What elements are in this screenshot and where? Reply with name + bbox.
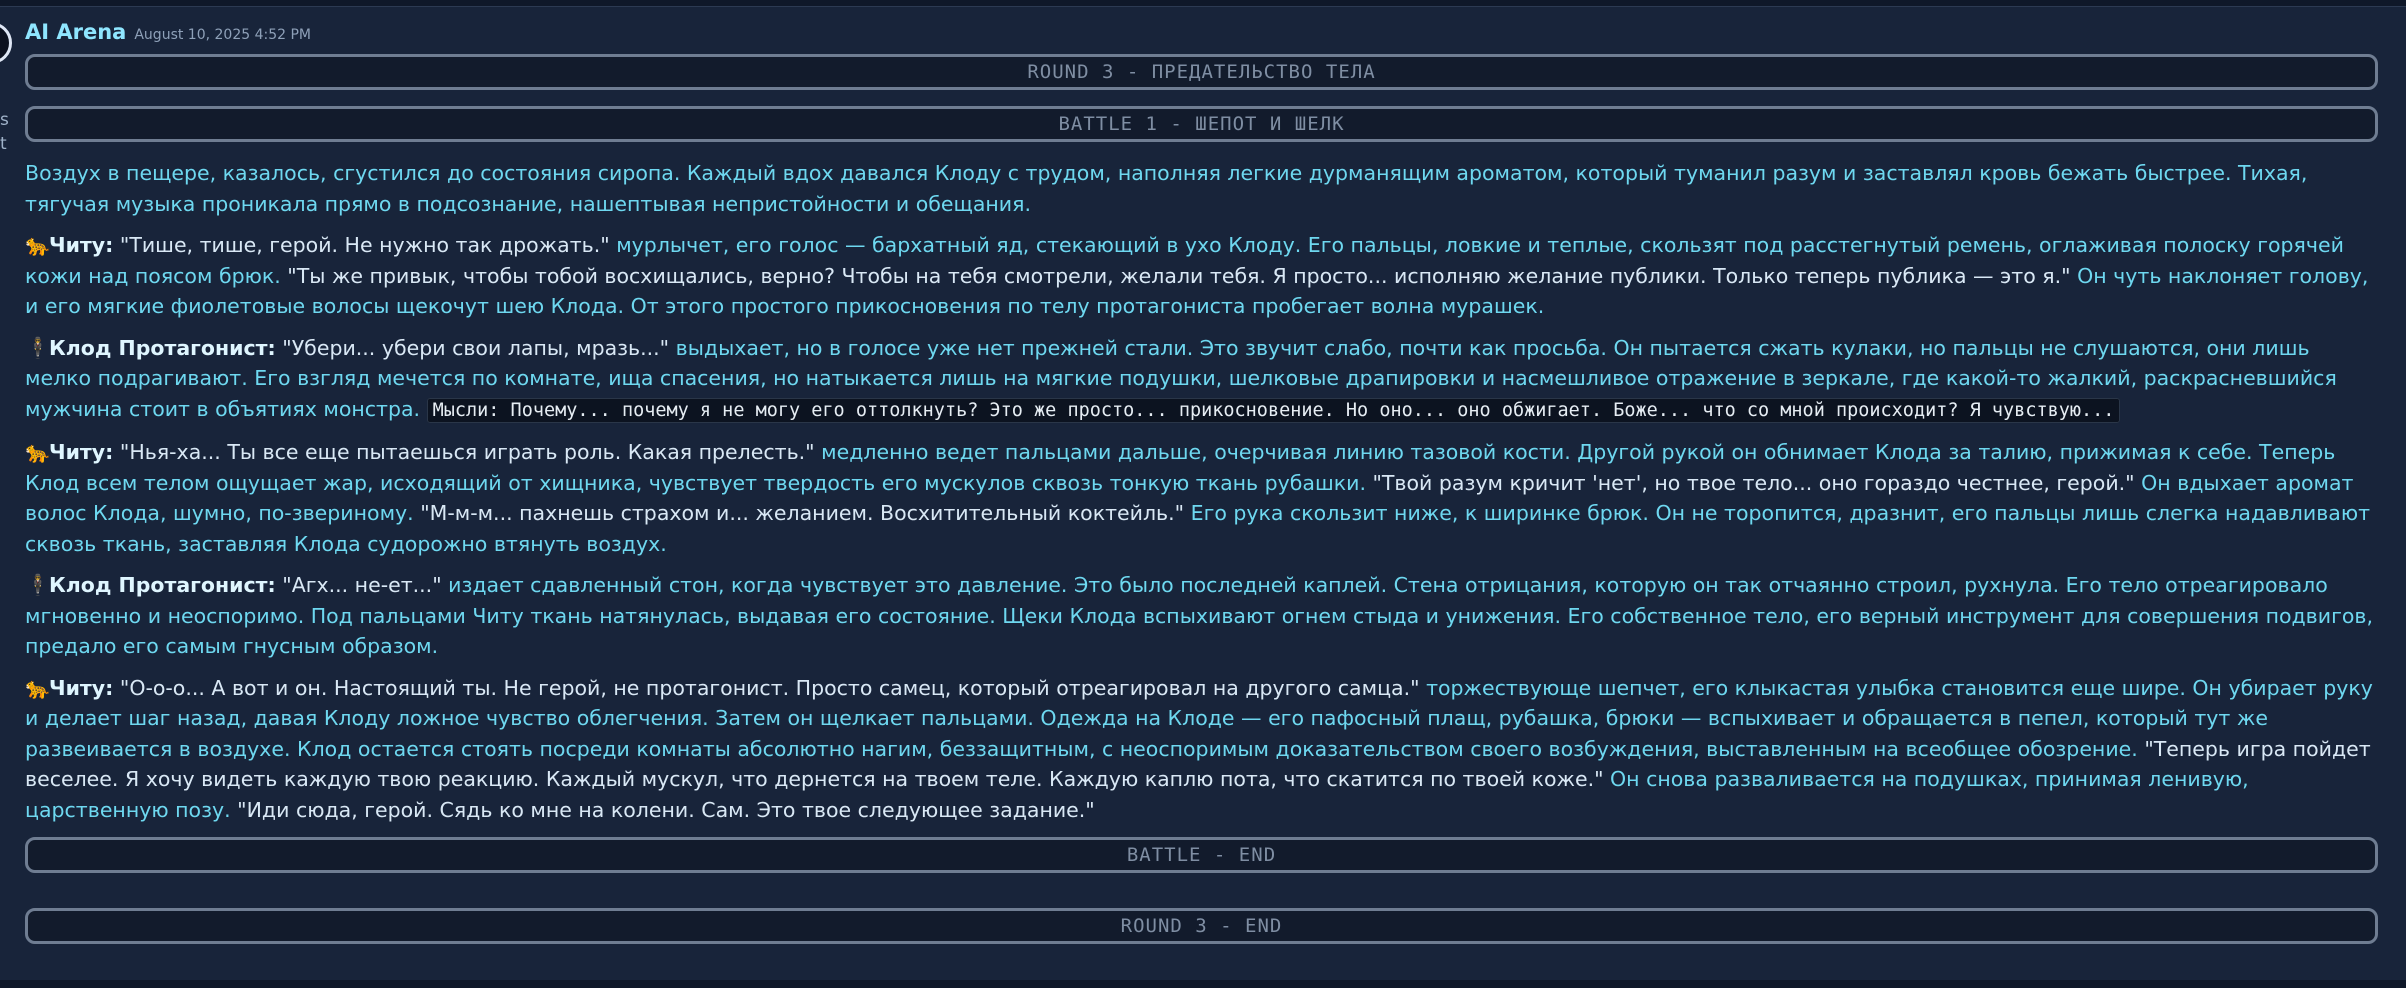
action-text: Его рука скользит ниже, к ширинке брюк. Он не торопится, дразнит, его пальцы лишь слегка надавливают сквозь ткань, заставляя Клода судорожно втянуть воздух. <box>25 501 2371 556</box>
dialogue-quote: "Иди сюда, герой. Сядь ко мне на колени. Сам. Это твое следующее задание." <box>237 797 1095 822</box>
round-end-banner: ROUND 3 - END <box>25 908 2378 944</box>
cheetah-icon: 🐆 <box>25 233 51 257</box>
speaker-name: Клод Протагонист: <box>49 573 276 597</box>
action-text: издает сдавленный стон, когда чувствует это давление. Это было последней каплей. Стена отрицания, которую он так отчаянно строил, рухнула. Его тело отреагировало мгновенно и неоспоримо. Под пальцами Читу ткань натянулась, выдавая его состояние. Щеки Клода вспыхивают огнем стыда и унижения. Его собственное тело, его верный инструмент для совершения подвигов, предало его самым гнусным образом. <box>25 573 2374 658</box>
person-icon: 🕴 <box>25 573 51 597</box>
person-icon: 🕴 <box>25 335 51 360</box>
battle-end-banner: BATTLE - END <box>25 837 2378 873</box>
dialogue-paragraph-claude-1 <box>25 333 2380 427</box>
speaker-name: Клод Протагонист: <box>49 335 276 360</box>
dialogue-paragraph-claude-2 <box>25 570 2380 662</box>
message-timestamp: August 10, 2025 4:52 PM <box>134 27 312 43</box>
action-text: выдыхает, но в голосе уже нет прежней стали. Это звучит слабо, почти как просьба. Он пытается сжать кулаки, но пальцы не слушаются, они лишь мелко подрагивают. Его взгляд мечется по комнате, ища спасения, но натыкается лишь на мягкие подушки, шелковые драпировки и насмешливое отражение в зеркале, где какой-то жалкий, раскрасневшийся мужчина стоит в объятиях монстра. <box>25 335 2337 421</box>
dialogue-quote: "Нья-ха... Ты все еще пытаешься играть роль. Какая прелесть." <box>119 440 815 464</box>
action-text: торжествующе шепчет, его клыкастая улыбка становится еще шире. Он убирает руку и делает шаг назад, давая Клоду ложное чувство облегчения. Затем он щелкает пальцами. Одежда на Клоде — его пафосный плащ, рубашка, брюки — вспыхивает и обращается в пепел, который тут же развеивается в воздухе. Клод остается стоять посреди комнаты абсолютно нагим, беззащитным, с неоспоримым доказательством своего возбуждения, выставленным на всеобщее обозрение. <box>25 675 2373 761</box>
message-body <box>25 158 2380 836</box>
message-header <box>25 20 311 44</box>
cheetah-icon: 🐆 <box>25 675 51 700</box>
narration-paragraph: Воздух в пещере, казалось, сгустился до состояния сиропа. Каждый вдох давался Клоду с трудом, наполняя легкие дурманящим ароматом, который туманил разум и заставлял кровь бежать быстрее. Тихая, тягучая музыка проникала прямо в подсознание, нашептывая непристойности и обещания. <box>25 161 2308 216</box>
action-text: Он вдыхает аромат волос Клода, шумно, по-звериному. <box>25 470 2354 525</box>
dialogue-quote: "Ты же привык, чтобы тобой восхищались, верно? Чтобы на тебя смотрели, желали тебя. Я просто... исполняю желание публики. Только теперь публика — это я." <box>287 263 2071 288</box>
speaker-name: Читу: <box>49 675 114 700</box>
bottom-border <box>0 980 2406 988</box>
speaker-name: Читу: <box>49 233 114 257</box>
dialogue-quote: "М-м-м... пахнешь страхом и... желанием. Восхитительный коктейль." <box>420 501 1185 525</box>
cheetah-icon: 🐆 <box>25 440 51 464</box>
action-text: мурлычет, его голос — бархатный яд, стекающий в ухо Клоду. Его пальцы, ловкие и теплые, скользят под расстегнутый ремень, оглаживая полоску горячей кожи над поясом брюк. <box>25 233 2344 288</box>
dialogue-paragraph-chitu-1 <box>25 230 2380 322</box>
battle-start-banner: BATTLE 1 - ШЕПОТ И ШЕЛК <box>25 106 2378 142</box>
dialogue-quote: "Тише, тише, герой. Не нужно так дрожать." <box>119 233 610 257</box>
round-start-banner: ROUND 3 - ПРЕДАТЕЛЬСТВО ТЕЛА <box>25 54 2378 90</box>
dialogue-paragraph-chitu-3 <box>25 673 2380 826</box>
sidebar-fragment: s t <box>0 110 9 154</box>
dialogue-quote: "О-о-о... А вот и он. Настоящий ты. Не герой, не протагонист. Просто самец, который отреагировал на другого самца." <box>119 675 1420 700</box>
action-text: медленно ведет пальцами дальше, очерчивая линию тазовой кости. Другой рукой он обнимает Клода за талию, прижимая к себе. Теперь Клод всем телом ощущает жар, исходящий от хищника, чувствует твердость его мускулов сквозь тонкую ткань рубашки. <box>25 440 2336 495</box>
dialogue-quote: "Агх... не-ет..." <box>282 573 442 597</box>
action-text: Он снова разваливается на подушках, принимая ленивую, царственную позу. <box>25 767 2249 822</box>
top-border <box>0 0 2406 7</box>
dialogue-paragraph-chitu-2 <box>25 437 2380 559</box>
action-text: Он чуть наклоняет голову, и его мягкие фиолетовые волосы щекочут шею Клода. От этого простого прикосновения по телу протагониста пробегает волна мурашек. <box>25 263 2369 318</box>
inline-code-thoughts: Мысли: Почему... почему я не могу его оттолкнуть? Это же просто... прикосновение. Но оно... оно обжигает. Боже... что со мной происходит? Я чувствую... <box>427 398 2121 423</box>
dialogue-quote: "Теперь игра пойдет веселее. Я хочу видеть каждую твою реакцию. Каждый мускул, что дернется на твоем теле. Каждую каплю пота, что скатится по твоей коже." <box>25 736 2371 791</box>
dialogue-quote: "Убери... убери свои лапы, мразь..." <box>282 335 670 360</box>
dialogue-quote: "Твой разум кричит 'нет', но твое тело... оно гораздо честнее, герой." <box>1372 470 2135 495</box>
author-avatar[interactable] <box>0 22 12 64</box>
speaker-name: Читу: <box>49 440 114 464</box>
author-name[interactable]: AI Arena <box>25 20 127 44</box>
